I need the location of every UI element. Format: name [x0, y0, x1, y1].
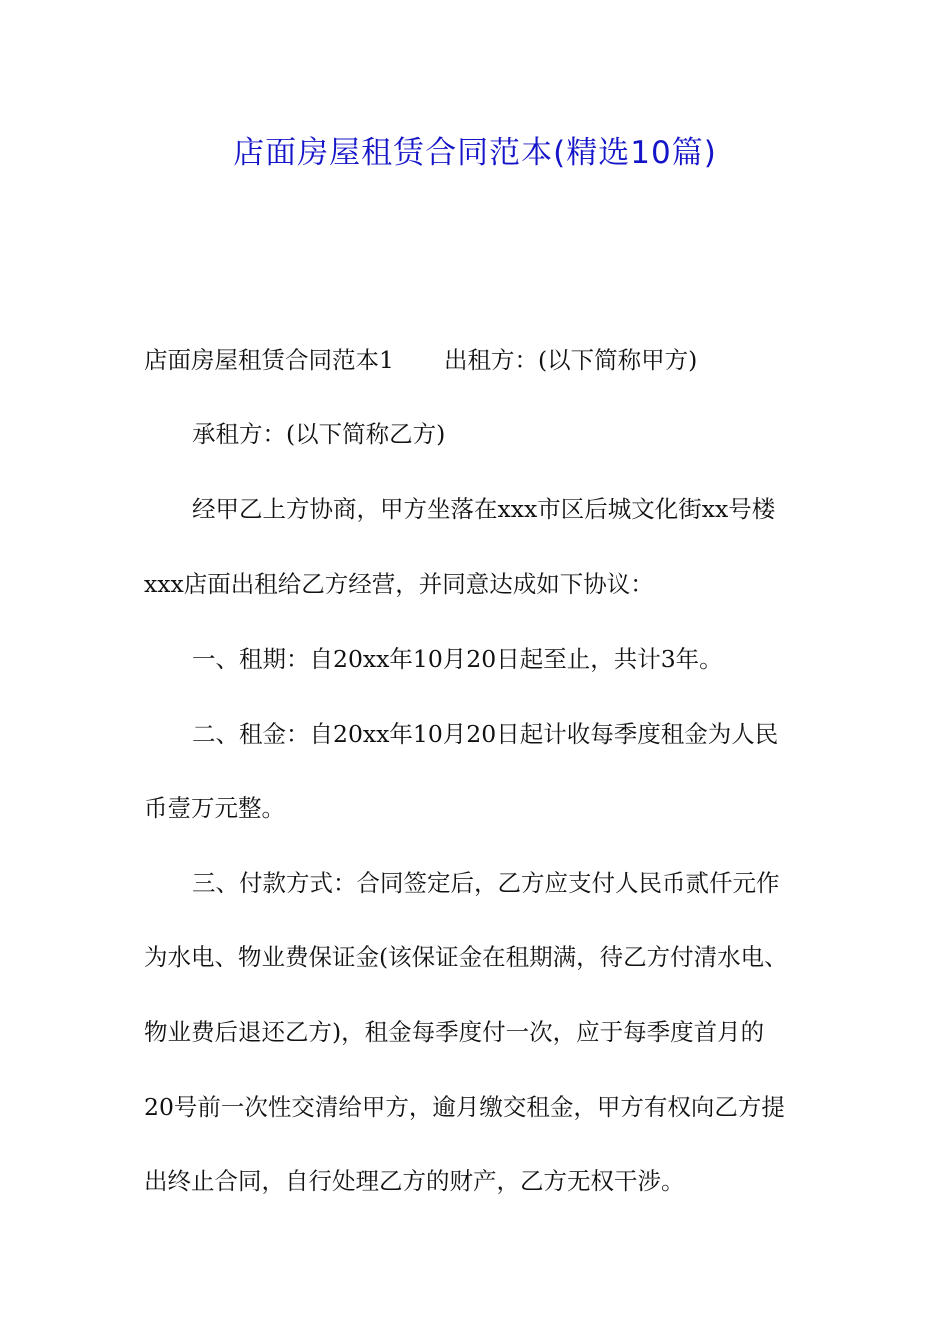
lessor-line: 出租方：(以下简称甲方)	[443, 346, 698, 374]
contract-subheading: 店面房屋租赁合同范本1	[144, 346, 394, 374]
paragraph-line: xxx店面出租给乙方经营，并同意达成如下协议：	[144, 570, 654, 598]
first-line	[144, 340, 697, 380]
paragraph-line: 为水电、物业费保证金(该保证金在租期满，待乙方付清水电、	[144, 943, 788, 971]
paragraph-line: 三、付款方式：合同签定后，乙方应支付人民币贰仟元作	[192, 869, 780, 897]
paragraph-line: 经甲乙上方协商，甲方坐落在xxx市区后城文化街xx号楼	[192, 495, 776, 523]
lessee-line: 承租方：(以下简称乙方)	[192, 420, 446, 448]
document-title: 店面房屋租赁合同范本(精选10篇)	[233, 135, 717, 171]
paragraph-line: 币壹万元整。	[144, 794, 285, 822]
paragraph-line: 一、租期：自20xx年10月20日起至止，共计3年。	[192, 645, 723, 673]
paragraph-line: 20号前一次性交清给甲方，逾月缴交租金，甲方有权向乙方提	[144, 1093, 785, 1121]
paragraph-line: 物业费后退还乙方)，租金每季度付一次，应于每季度首月的	[144, 1018, 765, 1046]
paragraph-line: 二、租金：自20xx年10月20日起计收每季度租金为人民	[192, 720, 779, 748]
paragraph-line: 出终止合同，自行处理乙方的财产，乙方无权干涉。	[144, 1167, 685, 1195]
